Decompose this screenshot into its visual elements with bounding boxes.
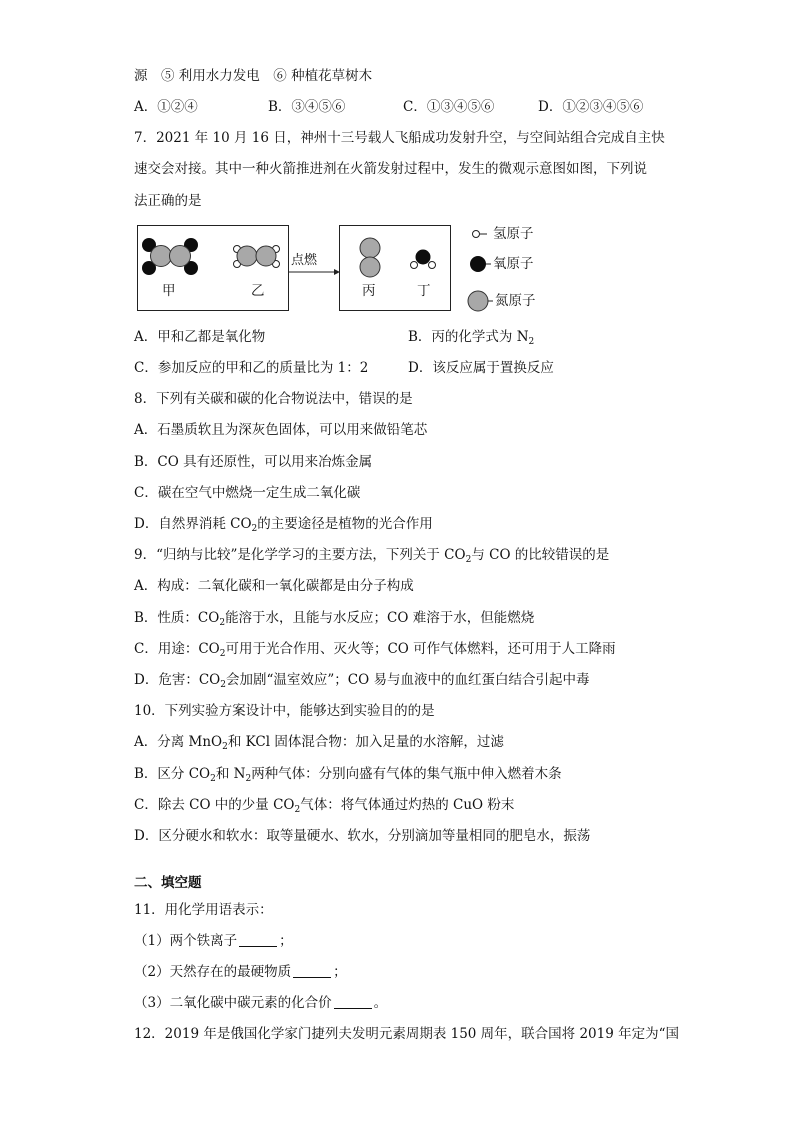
question-7-line-1: 7．2021 年 10 月 16 日，神州十三号载人飞船成功发射升空，与空间站组合完成自主快: [134, 130, 665, 146]
molecule-ding: [411, 250, 436, 269]
text: B．性质：CO: [134, 610, 220, 626]
text: 气体：将气体通过灼热的 CuO 粉末: [300, 797, 515, 813]
legend-oxygen-symbol: [470, 256, 486, 272]
option-b: [408, 328, 534, 346]
text: 和 KCl 固体混合物：加入足量的水溶解，过滤: [227, 734, 504, 750]
option-c: C．参加反应的甲和乙的质量比为 1：2: [134, 360, 369, 376]
text: 可用于光合作用、灭火等；CO 可作气体燃料，还可用于人工降雨: [225, 641, 616, 657]
option-d: [134, 671, 589, 689]
label-ding: 丁: [417, 283, 431, 299]
text: （2）天然存在的最硬物质: [134, 964, 292, 980]
nitrogen-atom: [360, 238, 380, 258]
subscript: 2: [222, 742, 228, 752]
nitrogen-atom: [151, 246, 172, 267]
answer-blank[interactable]: [239, 934, 277, 947]
text: C．用途：CO: [134, 641, 220, 657]
option-b: B．③④⑤⑥: [268, 99, 346, 115]
circled-number: ⑥: [273, 68, 287, 84]
text: B．区分 CO: [134, 766, 211, 782]
option-c: [134, 640, 616, 658]
text: 能溶于水，且能与水反应；CO 难溶于水，但能燃烧: [225, 610, 535, 626]
option-c: [134, 796, 514, 814]
text: C．除去 CO 中的少量 CO: [134, 797, 295, 813]
legend-nitrogen-label: 氮原子: [495, 293, 536, 309]
question-11-part-1: [134, 932, 293, 950]
text: 9．“归纳与比较”是化学学习的主要方法，下列关于 CO: [134, 547, 466, 563]
option-a: A．①②④: [134, 99, 198, 115]
legend-hydrogen-label: 氢原子: [493, 226, 534, 242]
option-a: A．构成：二氧化碳和一氧化碳都是由分子构成: [134, 578, 414, 594]
molecule-yi: [234, 246, 280, 268]
label-bing: 丙: [362, 283, 376, 299]
subscript: 2: [245, 774, 252, 784]
label-yi: 乙: [251, 283, 265, 299]
text: 两种气体：分别向盛有气体的集气瓶中伸入燃着木条: [251, 766, 562, 782]
circled-number: ⑤: [161, 68, 175, 84]
option-a: A．石墨质软且为深灰色固体，可以用来做铅笔芯: [134, 422, 428, 438]
oxygen-atom: [416, 250, 431, 265]
option-c: C．碳在空气中燃烧一定生成二氧化碳: [134, 485, 361, 501]
option-b: [134, 765, 562, 783]
label-jia: 甲: [162, 283, 176, 299]
nitrogen-atom: [170, 246, 191, 267]
text: B．丙的化学式为 N: [408, 329, 529, 345]
text: 的主要途径是植物的光合作用: [257, 516, 433, 532]
text: 源: [134, 68, 161, 84]
hydrogen-atom: [411, 262, 418, 269]
text: ；: [333, 964, 347, 980]
option-d: D．该反应属于置换反应: [408, 360, 554, 376]
option-b: [134, 609, 534, 627]
question-9: [134, 546, 609, 564]
option-a: A．甲和乙都是氧化物: [134, 329, 266, 345]
reaction-arrowhead: [334, 269, 340, 275]
label-ignite: 点燃: [291, 253, 318, 268]
nitrogen-atom: [360, 257, 380, 277]
molecule-drawing: [130, 225, 470, 315]
question-12: 12．2019 年是俄国化学家门捷列夫发明元素周期表 150 周年，联合国将 2019 年定为“国: [134, 1026, 680, 1042]
subscript: 2: [465, 555, 472, 565]
answer-blank[interactable]: [334, 996, 372, 1009]
molecule-bing: [360, 238, 380, 277]
subscript: 2: [219, 618, 226, 628]
text: 与 CO 的比较错误的是: [471, 547, 610, 563]
text: D．危害：CO: [134, 672, 221, 688]
text: 种植花草树木: [286, 68, 373, 84]
subscript: 2: [528, 337, 535, 347]
text: （3）二氧化碳中碳元素的化合价: [134, 995, 332, 1011]
question-7-line-2: 速交会对接。其中一种火箭推进剂在火箭发射过程中，发生的微观示意图如图，下列说: [134, 161, 647, 177]
text: A．分离 MnO: [134, 734, 223, 750]
answer-blank[interactable]: [293, 965, 331, 978]
option-b: B．CO 具有还原性，可以用来冶炼金属: [134, 454, 373, 470]
question-11-part-2: [134, 963, 347, 981]
subscript: 2: [294, 805, 301, 815]
molecule-jia: [142, 238, 198, 275]
question-10: 10．下列实验方案设计中，能够达到实验目的的是: [134, 703, 435, 719]
text-line: [134, 67, 372, 85]
text: 。: [373, 995, 388, 1011]
legend-nitrogen-symbol: [468, 291, 488, 311]
text: 和 N: [215, 766, 246, 782]
option-a: [134, 733, 504, 751]
section-heading: 二、填空题: [134, 875, 202, 891]
text: ；: [279, 933, 293, 949]
question-11-part-3: [134, 994, 387, 1012]
option-d: [134, 515, 433, 533]
legend-hydrogen-symbol: [473, 231, 480, 238]
option-c: C．①③④⑤⑥: [403, 99, 495, 115]
question-8: 8．下列有关碳和碳的化合物说法中，错误的是: [134, 391, 413, 407]
subscript: 2: [219, 649, 226, 659]
subscript: 2: [220, 680, 226, 690]
subscript: 2: [251, 524, 258, 534]
nitrogen-atom: [256, 246, 276, 266]
subscript: 2: [210, 774, 216, 784]
text: 利用水力发电: [174, 68, 274, 84]
nitrogen-atom: [237, 246, 257, 266]
text: D．自然界消耗 CO: [134, 516, 252, 532]
question-11: 11．用化学用语表示：: [134, 902, 273, 918]
question-7-line-3: 法正确的是: [134, 193, 202, 209]
text: （1）两个铁离子: [134, 933, 238, 949]
hydrogen-atom: [429, 262, 436, 269]
text: 会加剧“温室效应”；CO 易与血液中的血红蛋白结合引起中毒: [225, 672, 590, 688]
legend-oxygen-label: 氧原子: [493, 256, 534, 272]
option-d: D．区分硬水和软水：取等量硬水、软水，分别滴加等量相同的肥皂水，振荡: [134, 828, 591, 844]
option-d: D．①②③④⑤⑥: [538, 99, 644, 115]
